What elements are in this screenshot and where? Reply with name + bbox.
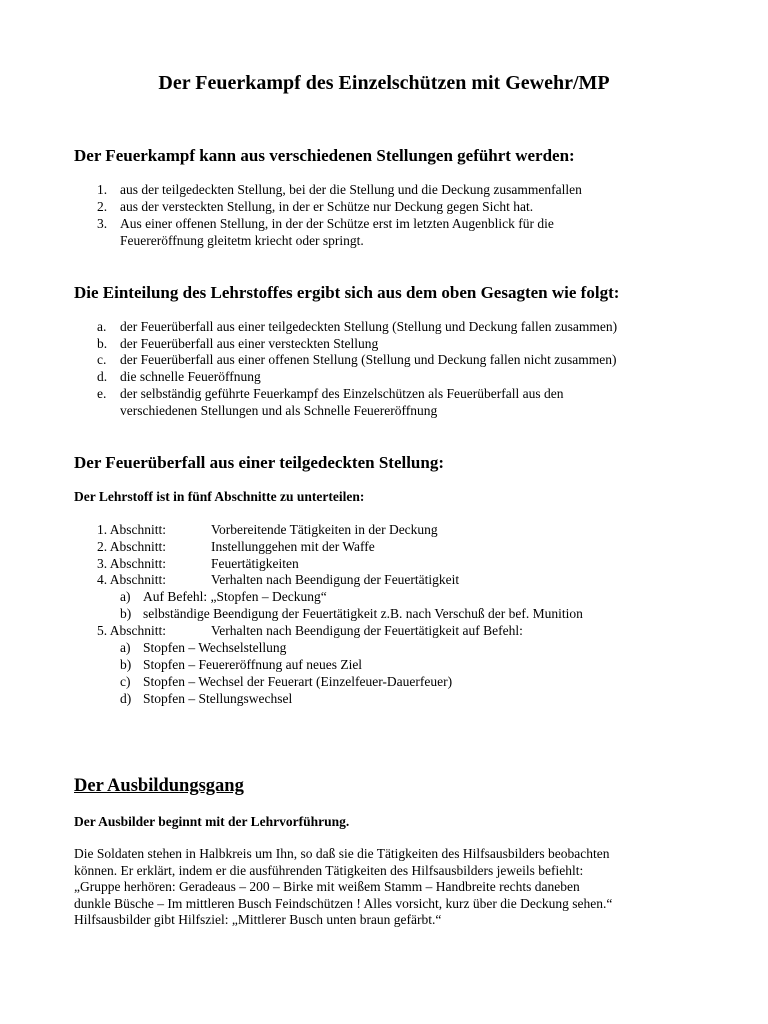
paragraph-line: Hilfsausbilder gibt Hilfsziel: „Mittlerer Busch unten braun gefärbt.“ — [74, 912, 442, 928]
sub-step-text: Stopfen – Stellungswechsel — [143, 691, 293, 706]
list-item-text: aus der versteckten Stellung, in der er Schütze nur Deckung gegen Sicht hat. — [120, 199, 534, 214]
paragraph-line: Die Soldaten stehen in Halbkreis um Ihn, so daß sie die Tätigkeiten des Hilfsausbilders beobachten — [74, 846, 610, 861]
section4-heading: Der Ausbildungsgang — [74, 776, 244, 796]
list-marker: e. — [97, 386, 107, 401]
list-item-text: der Feuerüberfall aus einer versteckten Stellung — [120, 336, 379, 351]
list-marker: 2. — [97, 199, 108, 214]
list-marker: 3. — [97, 216, 108, 231]
sub-step-marker: d) — [120, 691, 132, 706]
list-marker: a. — [97, 319, 107, 334]
list-item-text: der selbständig geführte Feuerkampf des Einzelschützen als Feuerüberfall aus den — [120, 386, 564, 401]
step-text: Vorbereitende Tätigkeiten in der Deckung — [211, 522, 438, 537]
sub-step-marker: c) — [120, 674, 131, 689]
paragraph-line: können. Er erklärt, indem er die ausführenden Tätigkeiten des Hilfsausbilders jeweils befiehlt: — [74, 862, 584, 878]
step-label: 1. Abschnitt: — [97, 522, 167, 537]
sub-step-text: Stopfen – Feuereröffnung auf neues Ziel — [143, 657, 363, 672]
document-title: Der Feuerkampf des Einzelschützen mit Gewehr/MP — [158, 72, 610, 94]
step-label: 3. Abschnitt: — [97, 556, 167, 571]
step-text: Feuertätigkeiten — [211, 556, 299, 571]
section1-heading: Der Feuerkampf kann aus verschiedenen Stellungen geführt werden: — [74, 146, 575, 165]
list-item-text: der Feuerüberfall aus einer teilgedeckten Stellung (Stellung und Deckung fallen zusammen) — [120, 319, 618, 334]
list-marker: d. — [97, 369, 108, 384]
list-item-text-continued: verschiedenen Stellungen und als Schnelle Feuereröffnung — [120, 403, 438, 418]
step-label: 2. Abschnitt: — [97, 539, 167, 554]
list-item-text: aus der teilgedeckten Stellung, bei der die Stellung und die Deckung zusammenfallen — [120, 182, 582, 197]
section2-heading: Die Einteilung des Lehrstoffes ergibt sich aus dem oben Gesagten wie folgt: — [74, 283, 620, 302]
list-item-text-continued: Feuereröffnung gleitetm kriecht oder springt. — [120, 233, 364, 248]
list-marker: c. — [97, 352, 107, 367]
list-item-text: die schnelle Feueröffnung — [120, 369, 261, 384]
paragraph-line: „Gruppe herhören: Geradeaus – 200 – Birke mit weißem Stamm – Handbreite rechts daneben — [74, 879, 580, 895]
paragraph-line: dunkle Büsche – Im mittleren Busch Feindschützen ! Alles vorsicht, kurz über die Deckung sehen.“ — [74, 895, 613, 911]
sub-step-marker: b) — [120, 606, 132, 621]
list-item-text: Aus einer offenen Stellung, in der der Schütze erst im letzten Augenblick für die — [120, 216, 554, 231]
sub-step-text: selbständige Beendigung der Feuertätigkeit z.B. nach Verschuß der bef. Munition — [143, 606, 583, 621]
section3-subheading: Der Lehrstoff ist in fünf Abschnitte zu unterteilen: — [74, 489, 365, 504]
section3-heading: Der Feuerüberfall aus einer teilgedeckten Stellung: — [74, 453, 445, 472]
step-text: Verhalten nach Beendigung der Feuertätigkeit — [211, 572, 460, 587]
step-label: 5. Abschnitt: — [97, 623, 167, 638]
training-paragraph — [74, 846, 714, 929]
step-text: Verhalten nach Beendigung der Feuertätigkeit auf Befehl: — [211, 623, 523, 638]
step-text: Instellunggehen mit der Waffe — [211, 539, 375, 554]
sub-step-text: Auf Befehl: „Stopfen – Deckung“ — [143, 589, 327, 604]
list-item-text: der Feuerüberfall aus einer offenen Stellung (Stellung und Deckung fallen nicht zusammen) — [120, 352, 617, 367]
step-label: 4. Abschnitt: — [97, 572, 167, 587]
sub-step-text: Stopfen – Wechsel der Feuerart (Einzelfeuer-Dauerfeuer) — [143, 674, 453, 689]
sub-step-marker: a) — [120, 640, 131, 655]
sub-step-marker: b) — [120, 657, 132, 672]
sub-step-text: Stopfen – Wechselstellung — [143, 640, 287, 655]
list-marker: b. — [97, 336, 108, 351]
list-marker: 1. — [97, 182, 108, 197]
section4-subheading: Der Ausbilder beginnt mit der Lehrvorführung. — [74, 814, 350, 829]
sub-step-marker: a) — [120, 589, 131, 604]
